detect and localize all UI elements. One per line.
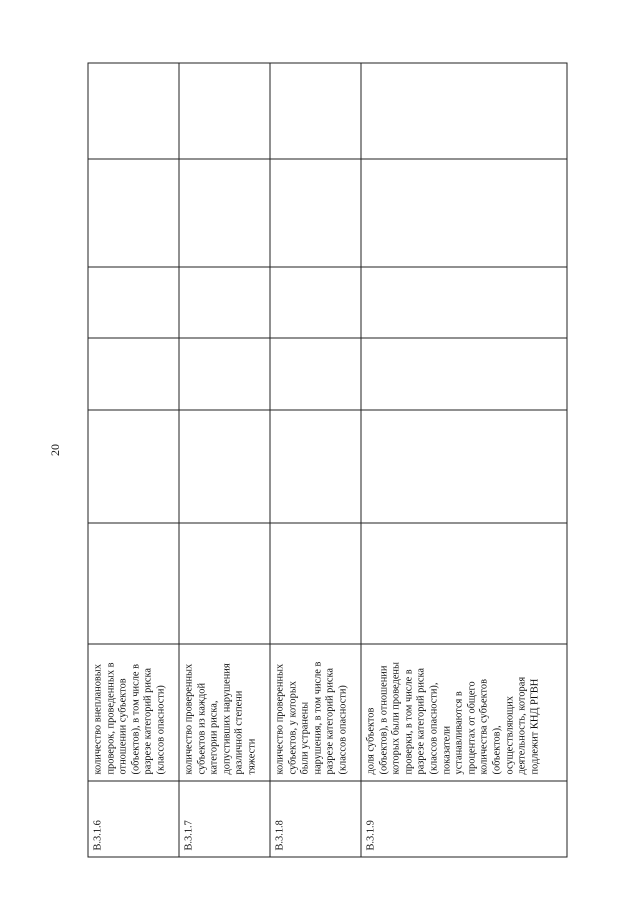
empty-cell	[270, 267, 361, 338]
indicators-table	[87, 62, 567, 857]
row-code: В.3.1.8	[270, 781, 361, 857]
table-row	[361, 63, 567, 857]
empty-cell	[270, 63, 361, 159]
empty-cell	[270, 159, 361, 267]
empty-cell	[88, 159, 179, 267]
empty-cell	[88, 410, 179, 523]
row-description: доля субъектов (объектов), в отношении которых были проведены проверки, в том числе в разрезе категорий риска (классов опасности), показатели устанавливаются в процентах от общего количества субъектов (объектов), осуществляющих деятельность, которая подлежит КНД РГВН	[361, 644, 567, 781]
empty-cell	[361, 523, 567, 644]
empty-cell	[88, 267, 179, 338]
row-code: В.3.1.7	[179, 781, 270, 857]
empty-cell	[179, 410, 270, 523]
table-row	[88, 63, 179, 857]
empty-cell	[179, 159, 270, 267]
empty-cell	[361, 267, 567, 338]
row-code: В.3.1.6	[88, 781, 179, 857]
empty-cell	[270, 523, 361, 644]
table-row	[179, 63, 270, 857]
empty-cell	[270, 338, 361, 410]
empty-cell	[361, 63, 567, 159]
row-description: количество проверенных субъектов из каждой категории риска, допустивших нарушения различной степени тяжести	[179, 644, 270, 781]
indicators-table-container	[87, 63, 566, 857]
row-description: количество проверенных субъектов, у которых были устранены нарушения, в том числе в разрезе категорий риска (классов опасности)	[270, 644, 361, 781]
table-row	[270, 63, 361, 857]
empty-cell	[361, 338, 567, 410]
empty-cell	[179, 523, 270, 644]
empty-cell	[88, 523, 179, 644]
empty-cell	[179, 63, 270, 159]
empty-cell	[179, 338, 270, 410]
empty-cell	[88, 338, 179, 410]
row-code: В.3.1.9	[361, 781, 567, 857]
empty-cell	[270, 410, 361, 523]
empty-cell	[88, 63, 179, 159]
empty-cell	[361, 159, 567, 267]
empty-cell	[361, 410, 567, 523]
row-description: количество внеплановых проверок, проведенных в отношении субъектов (объектов), в том числе в разрезе категорий риска (классов опасности)	[88, 644, 179, 781]
page-number: 20	[48, 444, 62, 456]
empty-cell	[179, 267, 270, 338]
